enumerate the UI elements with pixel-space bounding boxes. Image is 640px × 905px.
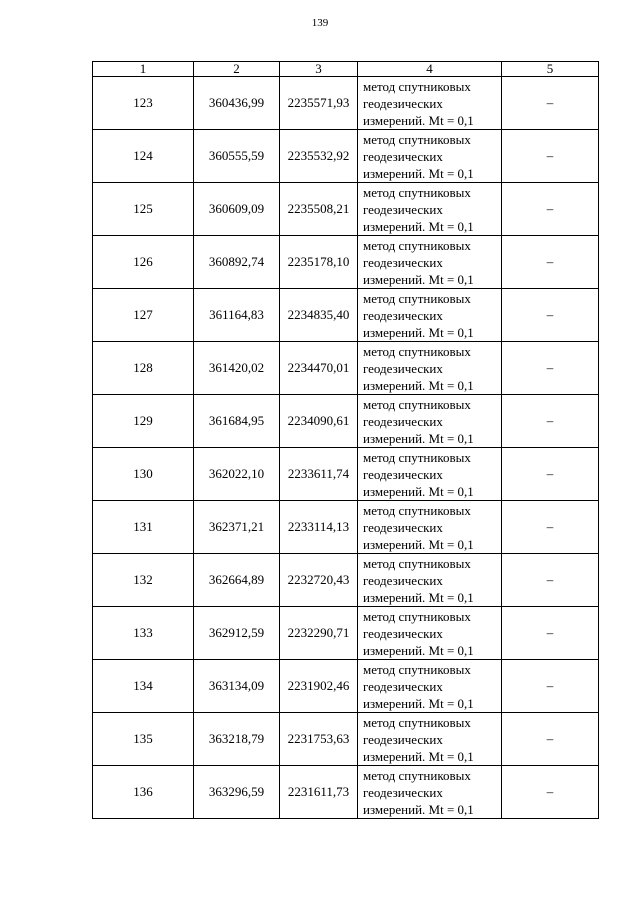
description-cell: – <box>502 501 599 554</box>
page-number: 139 <box>311 17 329 29</box>
point-number-cell: 125 <box>93 183 194 236</box>
method-cell <box>358 289 502 342</box>
table-header-row <box>93 62 599 77</box>
method-text-line: измерений. Mt = 0,1 <box>363 112 474 128</box>
description-cell: – <box>502 713 599 766</box>
description-cell: – <box>502 77 599 130</box>
x-coordinate-cell: 363134,09 <box>194 660 280 713</box>
description-cell: – <box>502 766 599 819</box>
method-text-line: измерений. Mt = 0,1 <box>363 801 474 817</box>
description-cell: – <box>502 448 599 501</box>
point-number-cell: 127 <box>93 289 194 342</box>
y-coordinate-cell: 2232290,71 <box>280 607 358 660</box>
method-text-line: измерений. Mt = 0,1 <box>363 430 474 446</box>
method-text-line: геодезических <box>363 95 443 111</box>
table-row <box>93 289 599 342</box>
point-number-cell: 129 <box>93 395 194 448</box>
y-coordinate-cell: 2234470,01 <box>280 342 358 395</box>
x-coordinate-cell: 362912,59 <box>194 607 280 660</box>
table-row <box>93 395 599 448</box>
description-cell: – <box>502 554 599 607</box>
point-number-cell: 134 <box>93 660 194 713</box>
x-coordinate-cell: 362664,89 <box>194 554 280 607</box>
method-text-line: метод спутниковых <box>363 78 471 94</box>
method-text-line: метод спутниковых <box>363 767 471 783</box>
point-number-cell: 131 <box>93 501 194 554</box>
method-text-line: метод спутниковых <box>363 449 471 465</box>
method-text-line: геодезических <box>363 307 443 323</box>
method-text-line: геодезических <box>363 201 443 217</box>
table-row <box>93 501 599 554</box>
method-cell <box>358 183 502 236</box>
method-text-line: метод спутниковых <box>363 661 471 677</box>
table-row <box>93 766 599 819</box>
x-coordinate-cell: 361164,83 <box>194 289 280 342</box>
method-text-line: геодезических <box>363 519 443 535</box>
point-number-cell: 133 <box>93 607 194 660</box>
x-coordinate-cell: 362371,21 <box>194 501 280 554</box>
point-number-cell: 135 <box>93 713 194 766</box>
x-coordinate-cell: 363296,59 <box>194 766 280 819</box>
method-text-line: измерений. Mt = 0,1 <box>363 536 474 552</box>
method-cell <box>358 130 502 183</box>
method-cell <box>358 607 502 660</box>
point-number-cell: 123 <box>93 77 194 130</box>
x-coordinate-cell: 362022,10 <box>194 448 280 501</box>
method-text-line: измерений. Mt = 0,1 <box>363 218 474 234</box>
method-cell <box>358 77 502 130</box>
table-row <box>93 130 599 183</box>
y-coordinate-cell: 2231902,46 <box>280 660 358 713</box>
column-header-1: 1 <box>93 62 194 77</box>
method-text-line: метод спутниковых <box>363 343 471 359</box>
table-row <box>93 607 599 660</box>
method-text-line: метод спутниковых <box>363 131 471 147</box>
method-text-line: метод спутниковых <box>363 502 471 518</box>
y-coordinate-cell: 2234090,61 <box>280 395 358 448</box>
point-number-cell: 130 <box>93 448 194 501</box>
method-text-line: геодезических <box>363 572 443 588</box>
x-coordinate-cell: 361420,02 <box>194 342 280 395</box>
method-text-line: геодезических <box>363 360 443 376</box>
point-number-cell: 132 <box>93 554 194 607</box>
method-text-line: геодезических <box>363 466 443 482</box>
method-cell <box>358 395 502 448</box>
table-row <box>93 660 599 713</box>
y-coordinate-cell: 2231611,73 <box>280 766 358 819</box>
description-cell: – <box>502 607 599 660</box>
y-coordinate-cell: 2232720,43 <box>280 554 358 607</box>
table-row <box>93 448 599 501</box>
method-text-line: метод спутниковых <box>363 237 471 253</box>
x-coordinate-cell: 363218,79 <box>194 713 280 766</box>
method-cell <box>358 713 502 766</box>
method-cell <box>358 236 502 289</box>
table-row <box>93 342 599 395</box>
method-text-line: метод спутниковых <box>363 714 471 730</box>
method-cell <box>358 554 502 607</box>
method-cell <box>358 448 502 501</box>
method-text-line: измерений. Mt = 0,1 <box>363 642 474 658</box>
method-cell <box>358 342 502 395</box>
coordinates-table <box>92 61 599 819</box>
y-coordinate-cell: 2235532,92 <box>280 130 358 183</box>
method-text-line: геодезических <box>363 678 443 694</box>
table-row <box>93 77 599 130</box>
point-number-cell: 136 <box>93 766 194 819</box>
description-cell: – <box>502 289 599 342</box>
x-coordinate-cell: 361684,95 <box>194 395 280 448</box>
table-row <box>93 183 599 236</box>
method-text-line: метод спутниковых <box>363 608 471 624</box>
method-text-line: метод спутниковых <box>363 290 471 306</box>
point-number-cell: 128 <box>93 342 194 395</box>
x-coordinate-cell: 360609,09 <box>194 183 280 236</box>
column-header-3: 3 <box>280 62 358 77</box>
description-cell: – <box>502 236 599 289</box>
method-text-line: измерений. Mt = 0,1 <box>363 748 474 764</box>
description-cell: – <box>502 183 599 236</box>
method-cell <box>358 501 502 554</box>
point-number-cell: 126 <box>93 236 194 289</box>
y-coordinate-cell: 2233114,13 <box>280 501 358 554</box>
method-text-line: метод спутниковых <box>363 396 471 412</box>
method-text-line: измерений. Mt = 0,1 <box>363 324 474 340</box>
method-text-line: геодезических <box>363 784 443 800</box>
method-text-line: измерений. Mt = 0,1 <box>363 589 474 605</box>
y-coordinate-cell: 2235508,21 <box>280 183 358 236</box>
method-cell <box>358 766 502 819</box>
description-cell: – <box>502 660 599 713</box>
table-row <box>93 236 599 289</box>
method-text-line: геодезических <box>363 413 443 429</box>
y-coordinate-cell: 2233611,74 <box>280 448 358 501</box>
y-coordinate-cell: 2235571,93 <box>280 77 358 130</box>
method-cell <box>358 660 502 713</box>
table-row <box>93 554 599 607</box>
method-text-line: измерений. Mt = 0,1 <box>363 271 474 287</box>
method-text-line: метод спутниковых <box>363 555 471 571</box>
method-text-line: геодезических <box>363 148 443 164</box>
table-row <box>93 713 599 766</box>
method-text-line: метод спутниковых <box>363 184 471 200</box>
column-header-5: 5 <box>502 62 599 77</box>
y-coordinate-cell: 2234835,40 <box>280 289 358 342</box>
method-text-line: геодезических <box>363 625 443 641</box>
column-header-2: 2 <box>194 62 280 77</box>
method-text-line: измерений. Mt = 0,1 <box>363 377 474 393</box>
point-number-cell: 124 <box>93 130 194 183</box>
description-cell: – <box>502 395 599 448</box>
x-coordinate-cell: 360436,99 <box>194 77 280 130</box>
column-header-4: 4 <box>358 62 502 77</box>
method-text-line: геодезических <box>363 254 443 270</box>
method-text-line: измерений. Mt = 0,1 <box>363 695 474 711</box>
y-coordinate-cell: 2235178,10 <box>280 236 358 289</box>
method-text-line: измерений. Mt = 0,1 <box>363 165 474 181</box>
description-cell: – <box>502 130 599 183</box>
description-cell: – <box>502 342 599 395</box>
method-text-line: геодезических <box>363 731 443 747</box>
x-coordinate-cell: 360892,74 <box>194 236 280 289</box>
table-body <box>93 77 599 819</box>
x-coordinate-cell: 360555,59 <box>194 130 280 183</box>
y-coordinate-cell: 2231753,63 <box>280 713 358 766</box>
method-text-line: измерений. Mt = 0,1 <box>363 483 474 499</box>
